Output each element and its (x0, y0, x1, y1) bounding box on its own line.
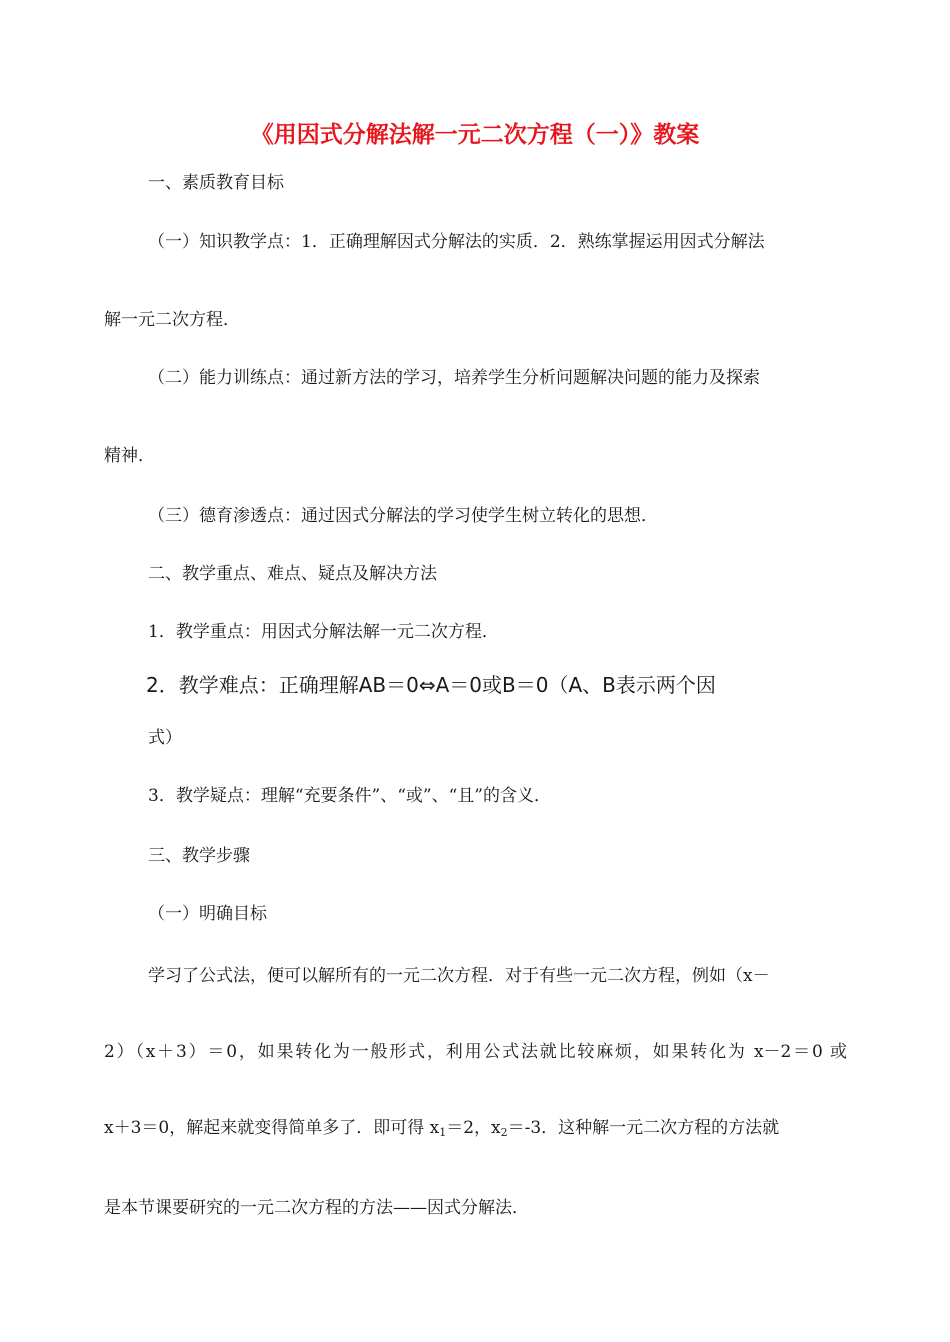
ability-point-line2: 精神． (104, 446, 155, 466)
paragraph-line1: 学习了公式法，便可以解所有的一元二次方程．对于有些一元二次方程，例如（x－ (148, 966, 770, 986)
paragraph-line3-part-b: ＝2，x (446, 1118, 501, 1138)
paragraph-line3-part-c: ＝-3．这种解一元二次方程的方法就 (507, 1118, 780, 1138)
paragraph-line4: 是本节课要研究的一元二次方程的方法——因式分解法． (104, 1198, 529, 1218)
subscript-1: 1 (439, 1126, 447, 1139)
objective-heading: （一）明确目标 (148, 904, 267, 924)
key-point: 1．教学重点：用因式分解法解一元二次方程． (148, 622, 499, 642)
knowledge-point-line2: 解一元二次方程． (104, 310, 240, 330)
difficult-point-line1: 2．教学难点：正确理解AB＝0⇔A＝0或B＝0（A、B表示两个因 (146, 673, 716, 697)
section2-heading: 二、教学重点、难点、疑点及解决方法 (148, 564, 437, 584)
section3-heading: 三、教学步骤 (148, 846, 250, 866)
paragraph-line2: 2）（x＋3）＝0，如果转化为一般形式，利用公式法就比较麻烦，如果转化为 x－2＝0 或 (104, 1042, 847, 1062)
moral-point: （三）德育渗透点：通过因式分解法的学习使学生树立转化的思想． (148, 506, 658, 526)
section1-heading: 一、素质教育目标 (148, 173, 284, 193)
difficult-point-line2: 式） (148, 728, 182, 748)
paragraph-line3 (104, 1116, 779, 1140)
document-title: 《用因式分解法解一元二次方程（一）》教案 (250, 122, 700, 148)
ability-point-line1: （二）能力训练点：通过新方法的学习，培养学生分析问题解决问题的能力及探索 (148, 368, 760, 388)
subscript-2: 2 (500, 1126, 508, 1139)
doubt-point: 3．教学疑点：理解“充要条件”、“或”、“且”的含义． (148, 786, 551, 806)
knowledge-point-line1: （一）知识教学点：1．正确理解因式分解法的实质．2．熟练掌握运用因式分解法 (148, 232, 765, 252)
paragraph-line3-part-a: x＋3＝0，解起来就变得简单多了．即可得 x (104, 1118, 440, 1138)
